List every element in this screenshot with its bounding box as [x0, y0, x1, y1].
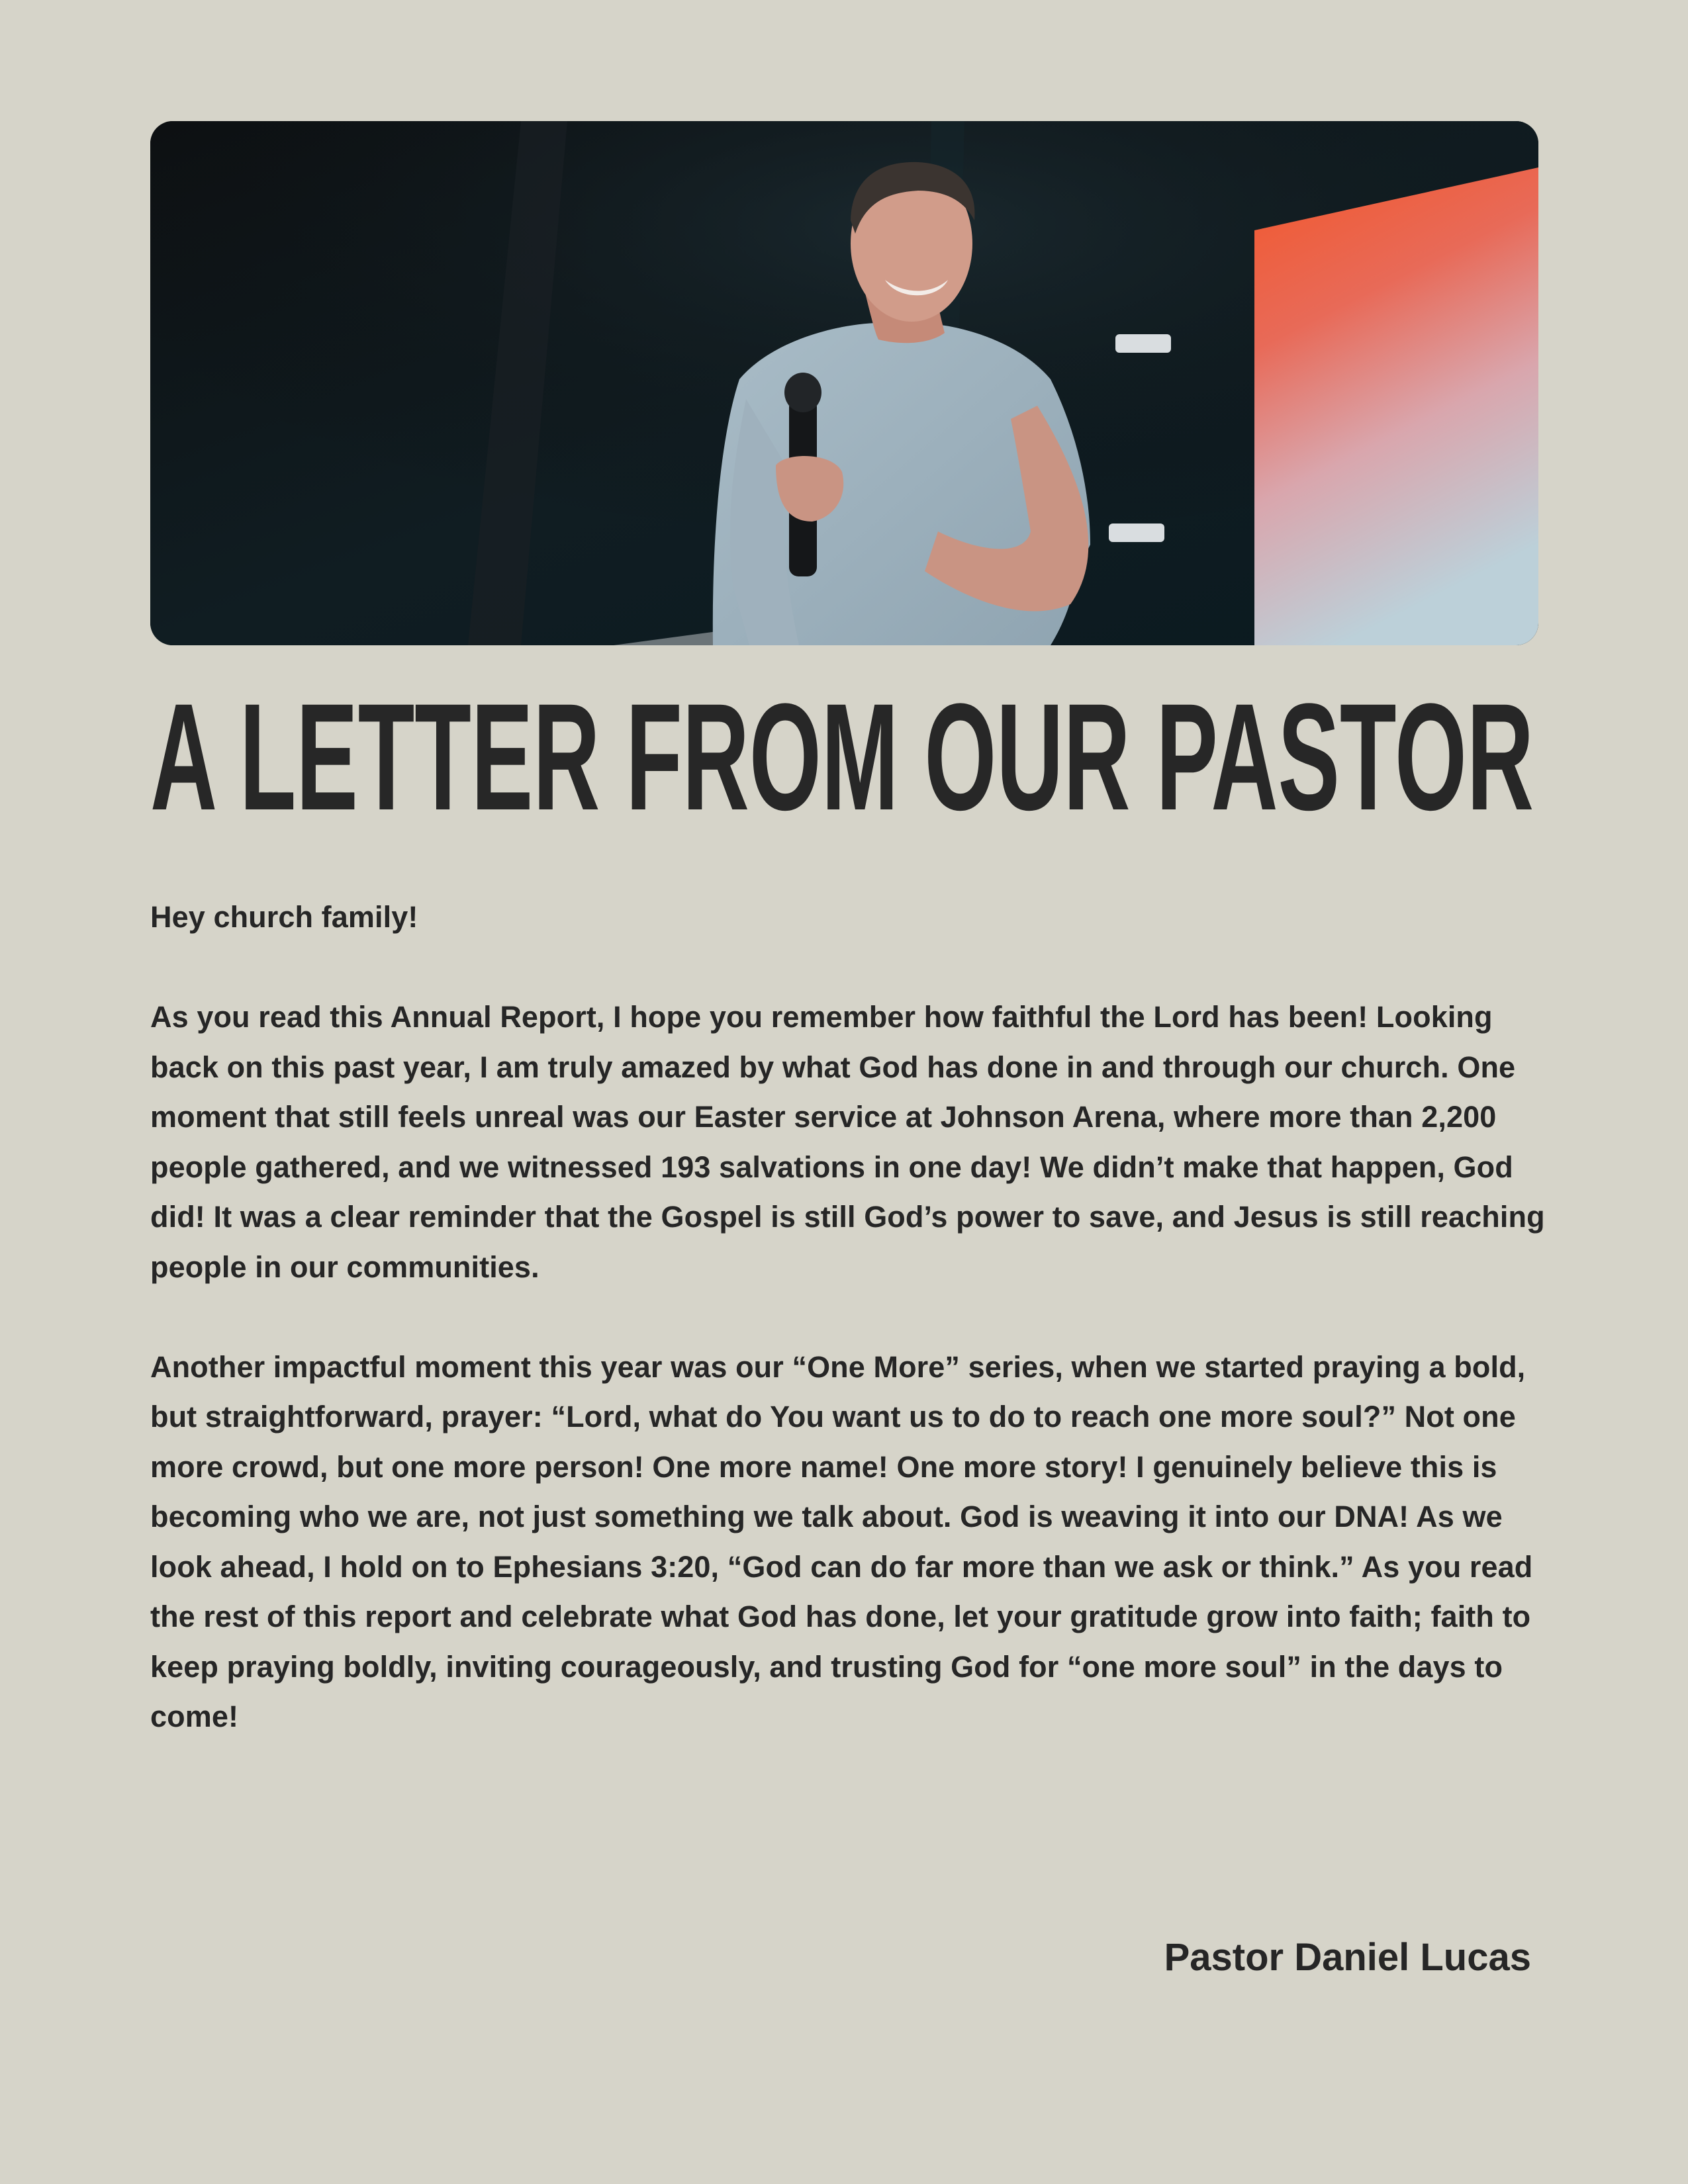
page-title-svg: [150, 680, 1538, 833]
pastor-photo-illustration: [150, 121, 1538, 645]
signature: Pastor Daniel Lucas: [1164, 1936, 1531, 1979]
letter-greeting: Hey church family!: [150, 900, 418, 934]
letter-body: [150, 892, 1547, 1742]
letter-paragraph-2: Another impactful moment this year was our “One More” series, when we started praying a bold, but straightforward, prayer: “Lord, what do You want us to do to reach one more soul?” Not one more crowd, but one more person! One more name! One more story! I genuinely believe this is becoming who we are, not just something we talk about. God is weaving it into our DNA! As we look ahead, I hold on to Ephesians 3:20, “God can do far more than we ask or think.” As you read the rest of this report and celebrate what God has done, let your gratitude grow into faith; faith to keep praying boldly, inviting courageously, and trusting God for “one more soul” in the days to come!: [150, 1349, 1533, 1733]
page-title: [150, 680, 1538, 833]
page-title-text: A LETTER FROM OUR PASTOR: [150, 680, 1534, 833]
pastor-photo: [150, 121, 1538, 645]
letter-paragraph-1: As you read this Annual Report, I hope you remember how faithful the Lord has been! Looking back on this past year, I am truly amazed by what God has done in and through our church. One moment that still feels unreal was our Easter service at Johnson Arena, where more than 2,200 people gathered, and we witnessed 193 salvations in one day! We didn’t make that happen, God did! It was a clear reminder that the Gospel is still God’s power to save, and Jesus is still reaching people in our communities.: [150, 1000, 1545, 1284]
